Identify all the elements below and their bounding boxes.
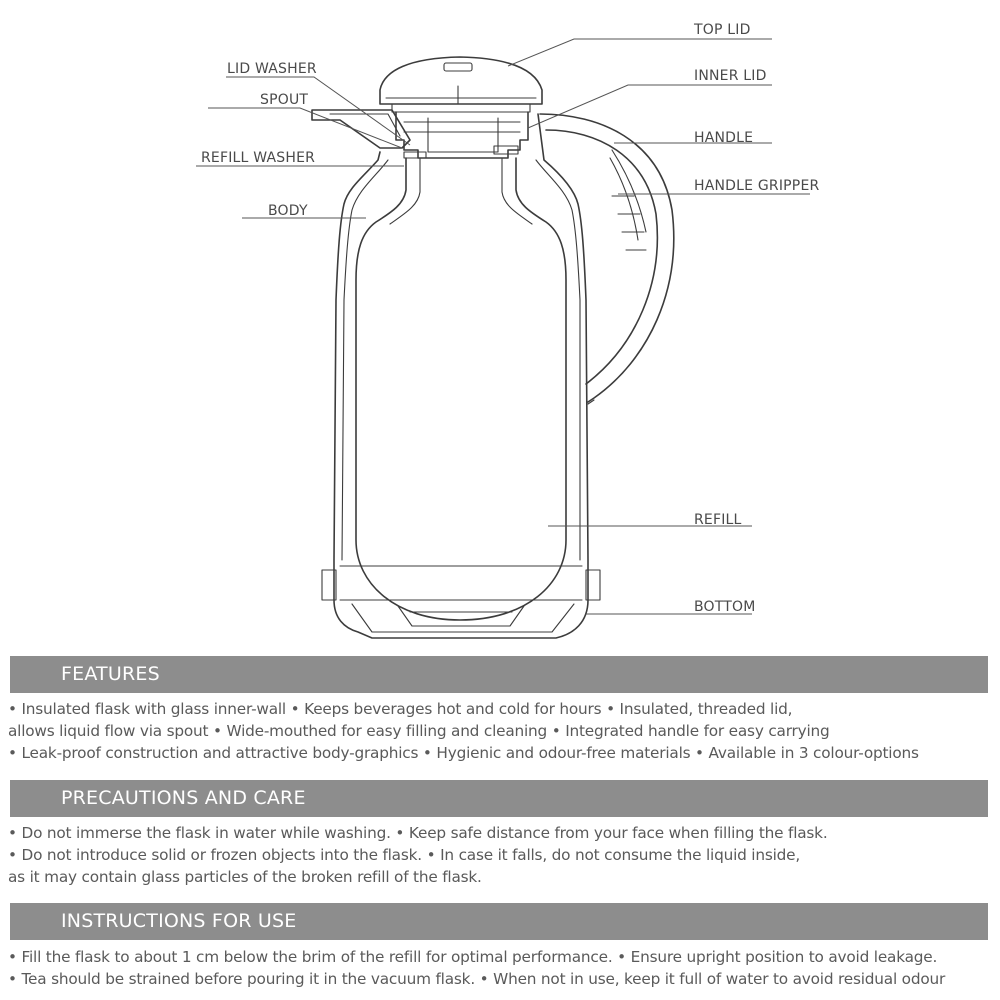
features-title: FEATURES xyxy=(61,663,160,685)
precautions-header xyxy=(10,780,988,817)
features-line-1: • Insulated flask with glass inner-wall • Keeps beverages hot and cold for hours • Insulated, threaded lid, xyxy=(8,700,793,718)
label-inner-lid: INNER LID xyxy=(694,68,767,84)
instructions-line-2: • Tea should be strained before pouring it in the vacuum flask. • When not in use, keep it full of water to avoid residual odour xyxy=(8,970,946,988)
instructions-line-1: • Fill the flask to about 1 cm below the brim of the refill for optimal performance. • Ensure upright position to avoid leakage. xyxy=(8,948,938,966)
flask-drawing xyxy=(312,57,674,638)
precautions-line-1: • Do not immerse the flask in water while washing. • Keep safe distance from your face when filling the flask. xyxy=(8,824,828,842)
instructions-header xyxy=(10,903,988,940)
label-top-lid: TOP LID xyxy=(694,22,751,38)
instructions-title: INSTRUCTIONS FOR USE xyxy=(61,910,297,932)
label-body: BODY xyxy=(268,203,308,219)
label-handle-gripper: HANDLE GRIPPER xyxy=(694,178,820,194)
label-lid-washer: LID WASHER xyxy=(227,61,317,77)
label-spout: SPOUT xyxy=(260,92,309,108)
precautions-line-2: • Do not introduce solid or frozen objects into the flask. • In case it falls, do not consume the liquid inside, xyxy=(8,846,801,864)
features-line-2: allows liquid flow via spout • Wide-mouthed for easy filling and cleaning • Integrated handle for easy carrying xyxy=(8,722,830,740)
features-line-3: • Leak-proof construction and attractive body-graphics • Hygienic and odour-free materials • Available in 3 colour-options xyxy=(8,744,919,762)
label-refill-washer: REFILL WASHER xyxy=(201,150,316,166)
precautions-line-3: as it may contain glass particles of the broken refill of the flask. xyxy=(8,868,482,886)
label-handle: HANDLE xyxy=(694,130,754,146)
label-bottom: BOTTOM xyxy=(694,599,756,615)
label-refill: REFILL xyxy=(694,512,742,528)
features-header xyxy=(10,656,988,693)
precautions-title: PRECAUTIONS AND CARE xyxy=(61,787,306,809)
